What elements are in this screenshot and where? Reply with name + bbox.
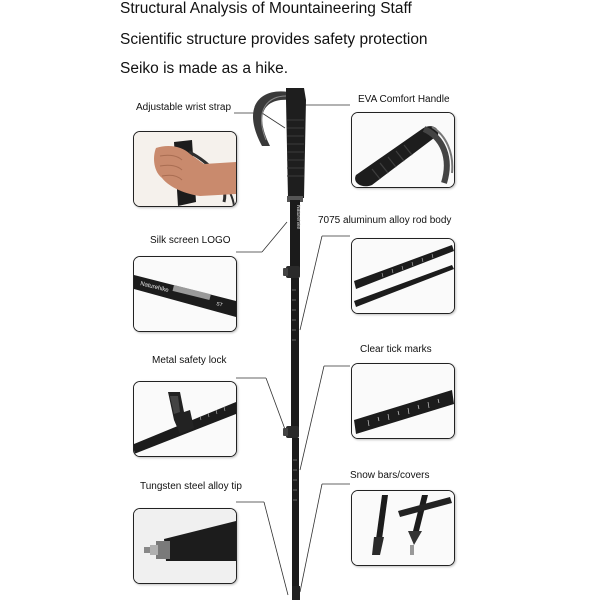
tagline-heading: Seiko is made as a hike. — [120, 60, 289, 77]
snow-bars-card — [351, 490, 455, 566]
label-tip: Tungsten steel alloy tip — [140, 481, 242, 492]
label-wrist-strap: Adjustable wrist strap — [136, 102, 232, 113]
label-rod-body: 7075 aluminum alloy rod body — [318, 215, 452, 226]
middle-rod-section — [291, 278, 299, 428]
silk-logo-card — [133, 256, 237, 332]
handle-shape — [286, 88, 306, 198]
safety-lock-card — [133, 381, 237, 457]
leader-line-tick-marks-2 — [300, 366, 324, 470]
logo-model-text: ST — [215, 301, 224, 309]
leader-line-snow-bars-2 — [300, 484, 322, 592]
lower-rod-section — [292, 438, 299, 588]
label-tick-marks: Clear tick marks — [360, 344, 432, 355]
logo-brand-text: Naturehike — [139, 281, 170, 294]
subtitle-heading: Scientific structure provides safety protection — [120, 31, 428, 48]
leader-line-tip-2 — [264, 502, 288, 595]
snow-bars-illustration — [352, 491, 454, 565]
label-snow-bars: Snow bars/covers — [350, 470, 430, 481]
rod-body-illustration — [352, 239, 454, 313]
silk-logo-illustration — [134, 257, 236, 331]
eva-handle-card — [351, 112, 455, 188]
rod-brand-text: Naturehike — [295, 205, 301, 230]
wrist-strap-card — [133, 131, 237, 207]
safety-lock-illustration — [134, 382, 236, 456]
tip-illustration — [134, 509, 236, 583]
title-heading: Structural Analysis of Mountaineering Staff — [120, 0, 412, 17]
tick-marks-illustration — [352, 364, 454, 438]
tip-card — [133, 508, 237, 584]
tick-marks-card — [351, 363, 455, 439]
label-eva-handle: EVA Comfort Handle — [358, 94, 450, 105]
label-safety-lock: Metal safety lock — [152, 355, 227, 366]
leader-line-silk-logo-2 — [262, 222, 287, 252]
rod-body-card — [351, 238, 455, 314]
eva-handle-illustration — [352, 113, 454, 187]
leader-line-safety-lock-2 — [266, 378, 286, 432]
upper-lock — [286, 266, 300, 278]
leader-line-rod-body-2 — [300, 236, 322, 330]
leader-line-wrist-strap-2 — [262, 113, 285, 128]
wrist-strap-illustration — [134, 132, 236, 206]
label-silk-logo: Silk screen LOGO — [150, 235, 231, 246]
